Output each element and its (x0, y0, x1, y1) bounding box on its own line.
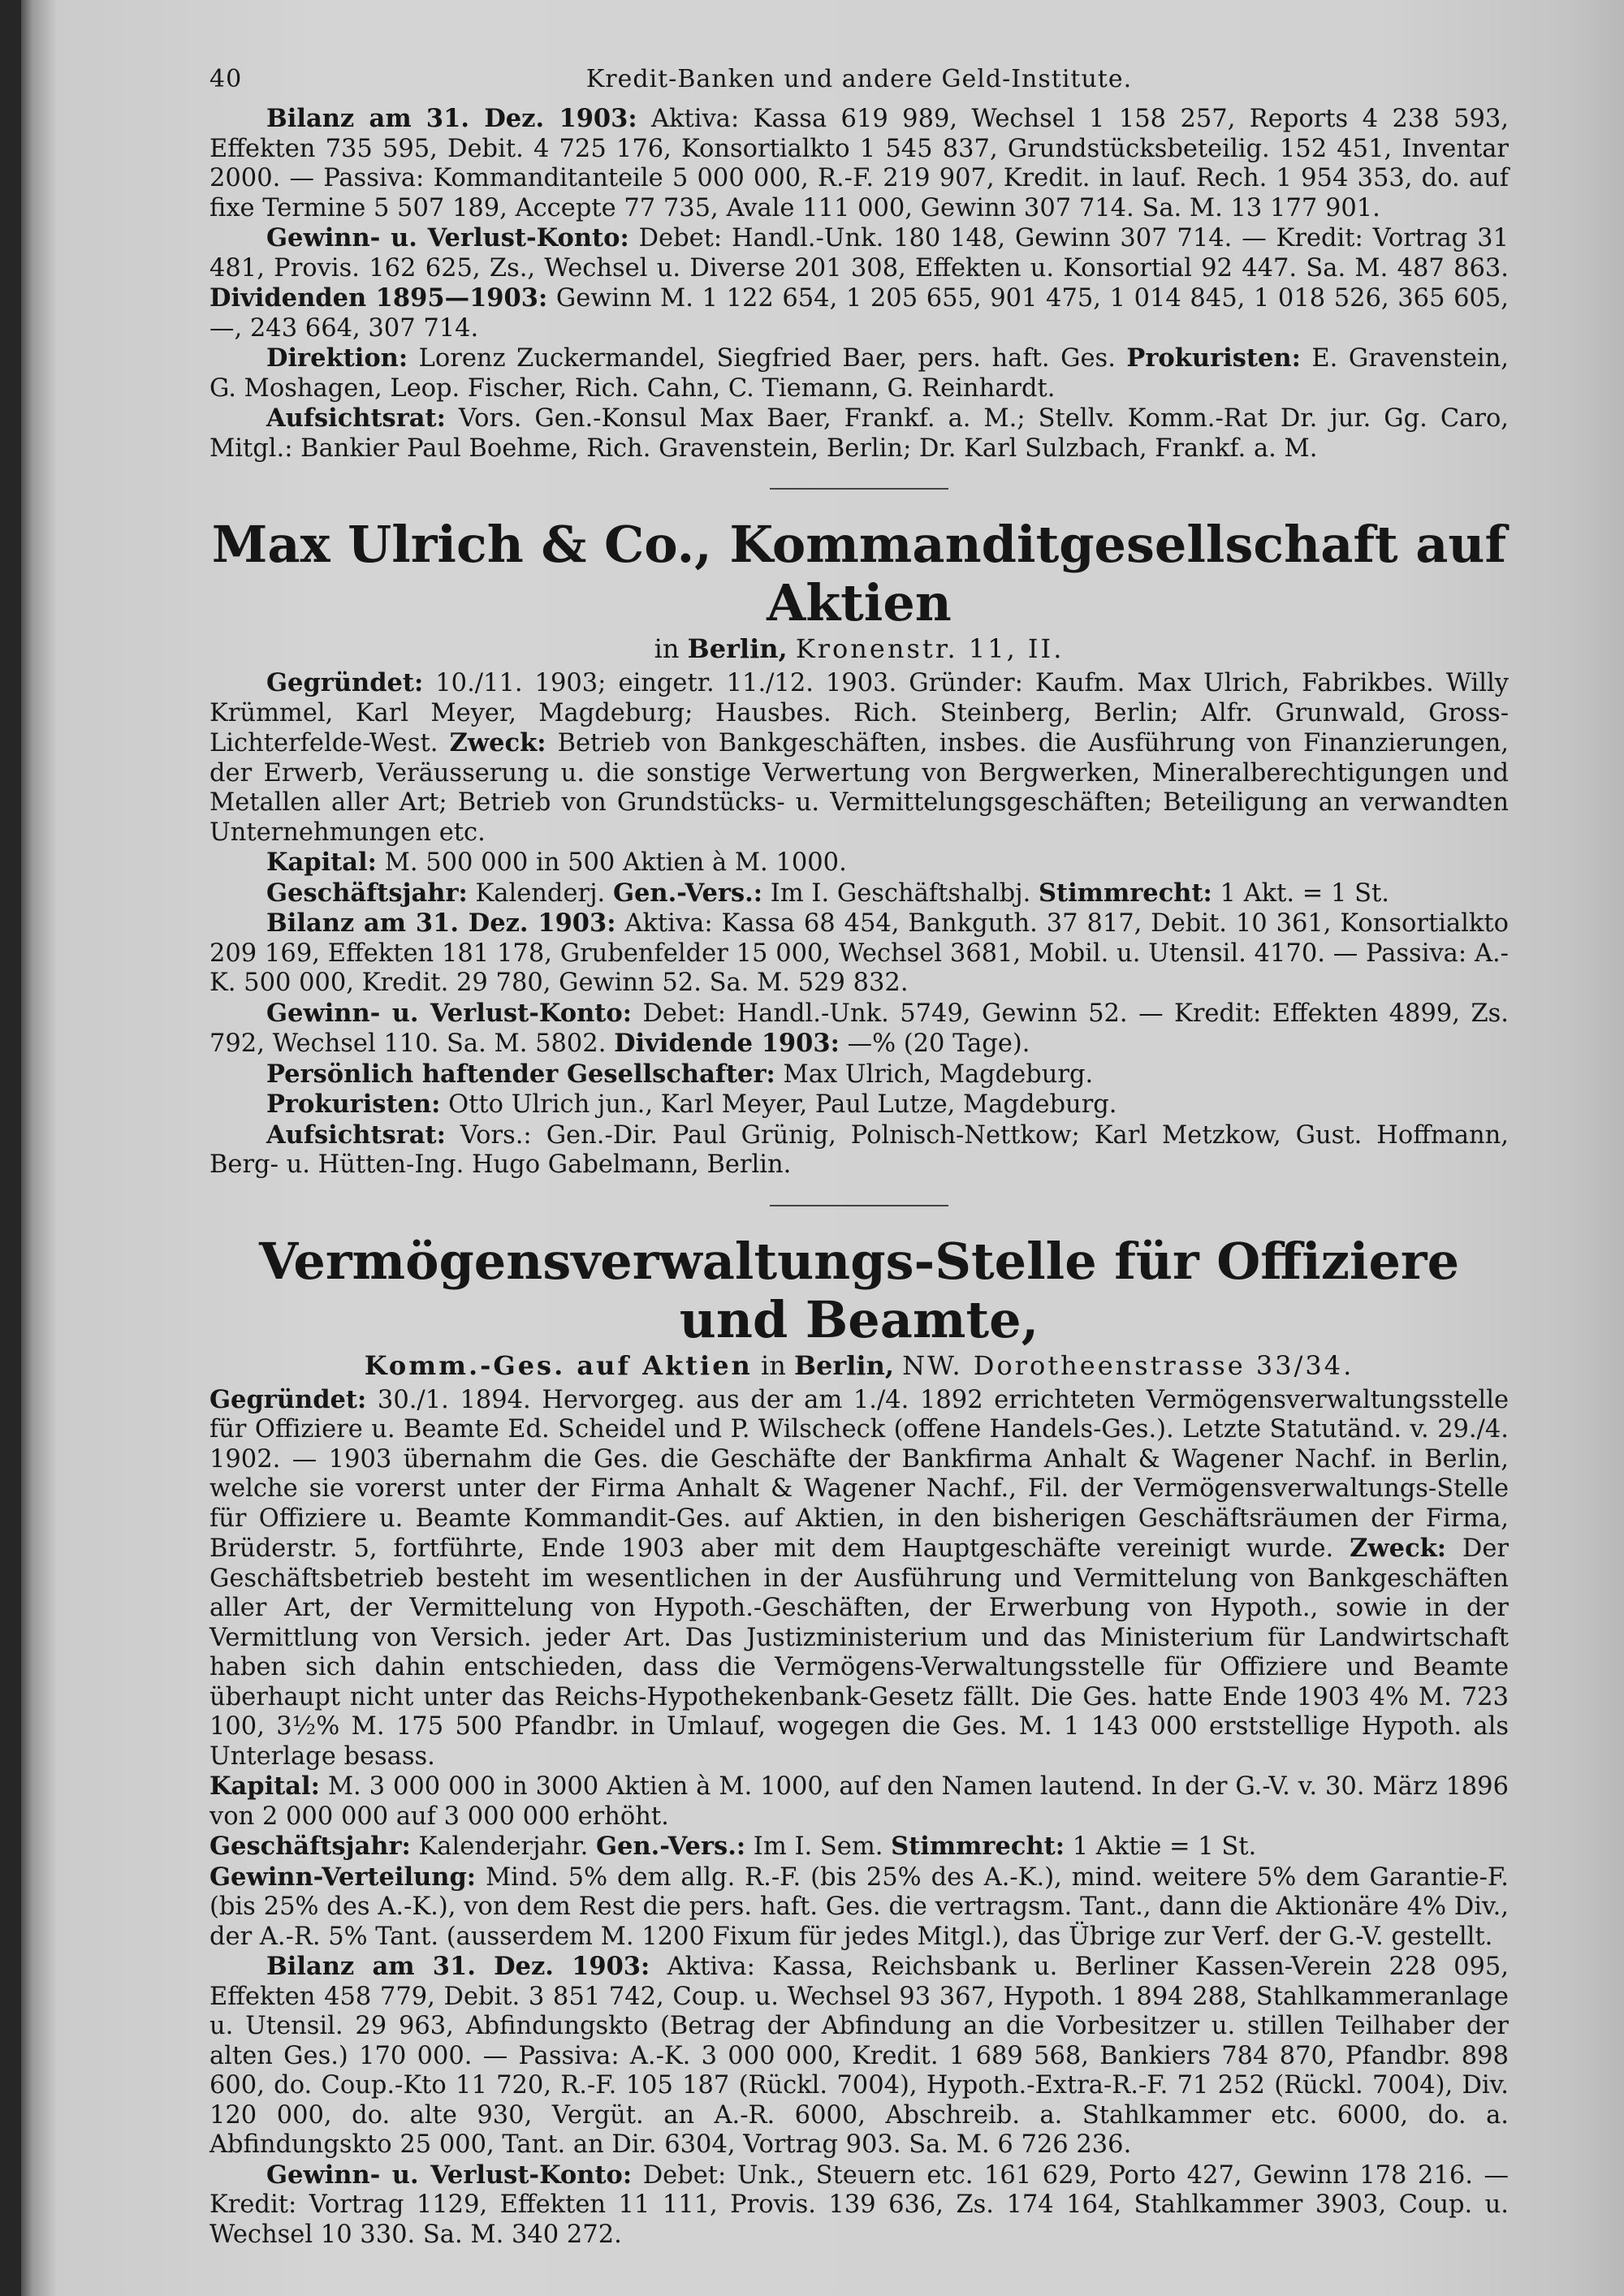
supervisory-board-label: Aufsichtsrat: (266, 404, 446, 433)
supervisory-board-label: Aufsichtsrat: (266, 1120, 446, 1150)
purpose-text: Betrieb von Bankgeschäften, insbes. die Ausführung von Finanzierungen, der Erwerb, Veräusserung u. die sonstige Verwertung von Bergwerken, Mineralberechtigungen und Metallen aller Art; Betrieb von Grundstücks- u. Vermittelungsgeschäften; Beteiligung an verwandten Unternehmungen etc. (209, 729, 1509, 847)
capital-paragraph (209, 848, 1509, 878)
balance-text: Aktiva: Kassa 619 989, Wechsel 1 158 257, Reports 4 238 593, Effekten 735 595, Debit. 4 725 176, Konsortialkto 1 545 837, Grundstücksbeteilig. 152 451, Inventar 2000. — Passiva: Kommanditanteile 5 000 000, R.-F. 219 907, Kredit. in lauf. Rech. 1 954 353, do. auf fixe Termine 5 507 189, Accepte 77 735, Avale 111 000, Gewinn 307 714. Sa. M. 13 177 901. (209, 105, 1509, 222)
supervisory-board-text: Vors. Gen.-Konsul Max Baer, Frankf. a. M.; Stellv. Komm.-Rat Dr. jur. Gg. Caro, Mitgl.: Bankier Paul Boehme, Rich. Gravenstein, Berlin; Dr. Karl Sulzbach, Frankf. a. M. (209, 404, 1509, 463)
profit-loss-paragraph (209, 2160, 1509, 2251)
page-number: 40 (209, 65, 243, 93)
running-header (209, 65, 1509, 104)
location-address: NW. Dorotheenstrasse 33/34. (902, 1349, 1354, 1381)
entry-vermoegensverwaltung (209, 1232, 1509, 2251)
procurists-label: Prokuristen: (1126, 343, 1301, 373)
profit-loss-label: Gewinn- u. Verlust-Konto: (266, 223, 629, 252)
general-meeting-text: Im I. Geschäftshalbj. (770, 878, 1031, 908)
voting-right-text: 1 Aktie = 1 St. (1072, 1832, 1257, 1861)
partner-paragraph (209, 1060, 1509, 1090)
founded-text: 30./1. 1894. Hervorgeg. aus der am 1./4. 1892 errichteten Vermögensverwaltungsstelle für Offiziere u. Beamte Ed. Scheidel und P. Wilscheck (offene Handels-Ges.). Letzte Statutänd. v. 29./4. 1902. — 1903 übernahm die Ges. die Geschäfte der Bankfirma Anhalt & Wagener Nachf. in Berlin, welche sie vorerst unter der Firma Anhalt & Wagener Nachf., Fil. der Vermögensverwaltungs-Stelle für Offiziere u. Beamte Kommandit-Ges. auf Aktien, in den bisherigen Geschäftsräumen der Firma, Brüderstr. 5, fortführte, Ende 1903 aber mit dem Hauptgeschäfte vereinigt wurde. (209, 1385, 1509, 1563)
profit-loss-text: Debet: Handl.-Unk. 180 148, Gewinn 307 714. — Kredit: Vortrag 31 481, Provis. 162 625, Zs., Wechsel u. Diverse 201 308, Effekten u. Konsortial 92 447. Sa. M. 487 863. (209, 224, 1509, 283)
dividends-label: Dividenden 1895—1903: (209, 283, 548, 313)
purpose-label: Zweck: (449, 728, 546, 757)
fiscal-year-label: Geschäftsjahr: (266, 878, 468, 908)
company-location (209, 632, 1509, 665)
fiscal-year-text: Kalenderjahr. (418, 1832, 589, 1861)
location-address: Kronenstr. 11, II. (795, 633, 1065, 664)
balance-text: Aktiva: Kassa 68 454, Bankguth. 37 817, Debit. 10 361, Konsortialkto 209 169, Effekten 181 178, Grubenfelder 15 000, Wechsel 3681, Mobil. u. Utensil. 4170. — Passiva: A.-K. 500 000, Kredit. 29 780, Gewinn 52. Sa. M. 529 832. (209, 909, 1509, 997)
founding-paragraph (209, 668, 1509, 848)
company-title: Max Ulrich & Co., Kommanditgesellschaft auf Aktien (211, 515, 1507, 632)
voting-right-label: Stimmrecht: (891, 1832, 1065, 1861)
capital-label: Kapital: (266, 848, 377, 877)
supervisory-board-paragraph (209, 404, 1509, 464)
voting-right-label: Stimmrecht: (1038, 878, 1212, 908)
location-prefix: in (760, 1349, 786, 1381)
management-text: Lorenz Zuckermandel, Siegfried Baer, pers. haft. Ges. (418, 344, 1116, 373)
company-location (209, 1349, 1509, 1382)
management-label: Direktion: (266, 343, 408, 373)
entry-max-ulrich (209, 516, 1509, 1180)
capital-text: M. 500 000 in 500 Aktien à M. 1000. (384, 848, 847, 877)
balance-sheet-paragraph (209, 104, 1509, 223)
section-divider (770, 488, 948, 490)
capital-paragraph (209, 1772, 1509, 1832)
procurists-paragraph (209, 1090, 1509, 1120)
dividend-text: —% (20 Tage). (847, 1029, 1030, 1058)
profit-distribution-text: Mind. 5% dem allg. R.-F. (bis 25% des A.-K.), mind. weitere 5% dem Garantie-F. (bis 25% des A.-K.), von dem Rest die pers. haft. Ges. die vertragsm. Tant., dann die Aktionäre 4% Div., der A.-R. 5% Tant. (ausserdem M. 1200 Fixum für jedes Mitgl.), das Übrige zur Verf. der G.-V. gestellt. (209, 1862, 1509, 1951)
general-meeting-label: Gen.-Vers.: (596, 1832, 746, 1861)
partner-label: Persönlich haftender Gesellschafter: (266, 1059, 775, 1089)
running-title: Kredit-Banken und andere Geld-Institute. (585, 65, 1133, 93)
legal-form: Komm.-Ges. auf Aktien (364, 1349, 753, 1381)
purpose-label: Zweck: (1350, 1534, 1447, 1563)
profit-loss-text: Debet: Unk., Steuern etc. 161 629, Porto 427, Gewinn 178 216. — Kredit: Vortrag 1129, Effekten 11 111, Provis. 139 636, Zs. 174 164, Stahlkammer 3903, Coup. u. Wechsel 10 330. Sa. M. 340 272. (209, 2160, 1509, 2249)
profit-loss-paragraph (209, 999, 1509, 1060)
company-title: Vermögensverwaltungs-Stelle für Offiziere und Beamte, (258, 1231, 1460, 1349)
general-meeting-text: Im I. Sem. (753, 1832, 883, 1861)
partner-text: Max Ulrich, Magdeburg. (783, 1060, 1094, 1089)
dividend-label: Dividende 1903: (614, 1029, 840, 1058)
fiscal-year-paragraph (209, 878, 1509, 909)
balance-sheet-paragraph (209, 1952, 1509, 2160)
supervisory-board-paragraph (209, 1120, 1509, 1180)
dividends-text: Gewinn M. 1 122 654, 1 205 655, 901 475, 1 014 845, 1 018 526, 365 605, —, 243 664, 307 714. (209, 284, 1509, 343)
profit-loss-label: Gewinn- u. Verlust-Konto: (266, 998, 632, 1028)
founded-label: Gegründet: (209, 1384, 367, 1414)
supervisory-board-text: Vors.: Gen.-Dir. Paul Grünig, Polnisch-Nettkow; Karl Metzkow, Gust. Hoffmann, Berg- u. Hütten-Ing. Hugo Gabelmann, Berlin. (209, 1120, 1509, 1179)
founding-paragraph (209, 1385, 1509, 1772)
procurists-label: Prokuristen: (266, 1090, 441, 1119)
purpose-text: Der Geschäftsbetrieb besteht im wesentlichen in der Ausführung und Vermittelung von Bankgeschäften aller Art, der Vermittelung von Hypoth.-Geschäften, der Erwerbung von Hypoth., sowie in der Vermittlung von Versich. jeder Art. Das Justizministerium und das Ministerium für Landwirtschaft haben sich dahin entschieden, dass die Vermögens-Verwaltungsstelle für Offiziere und Beamte überhaupt nicht unter das Reichs-Hypothekenbank-Gesetz fällt. Die Ges. hatte Ende 1903 4% M. 723 100, 3½% M. 175 500 Pfandbr. in Umlauf, wogegen die Ges. M. 1 143 000 erststellige Hypoth. als Unterlage besass. (209, 1534, 1509, 1771)
book-gutter (0, 0, 21, 2296)
location-prefix: in (654, 633, 680, 664)
procurists-text: E. Gravenstein, G. Moshagen, Leop. Fischer, Rich. Cahn, C. Tiemann, G. Reinhardt. (209, 344, 1509, 403)
capital-text: M. 3 000 000 in 3000 Aktien à M. 1000, auf den Namen lautend. In der G.-V. v. 30. März 1896 von 2 000 000 auf 3 000 000 erhöht. (209, 1772, 1509, 1831)
profit-loss-paragraph (209, 223, 1509, 343)
location-city: Berlin, (687, 633, 788, 664)
profit-loss-label: Gewinn- u. Verlust-Konto: (266, 2160, 633, 2190)
location-city: Berlin, (794, 1349, 894, 1381)
founded-text: 10./11. 1903; eingetr. 11./12. 1903. Gründer: Kaufm. Max Ulrich, Fabrikbes. Willy Krümmel, Karl Meyer, Magdeburg; Hausbes. Rich. Steinberg, Berlin; Alfr. Grunwald, Gross-Lichterfelde-West. (209, 669, 1509, 757)
page-content (209, 65, 1509, 2250)
fiscal-year-paragraph (209, 1832, 1509, 1862)
profit-distribution-label: Gewinn-Verteilung: (209, 1862, 477, 1892)
voting-right-text: 1 Akt. = 1 St. (1220, 878, 1389, 908)
procurists-text: Otto Ulrich jun., Karl Meyer, Paul Lutze, Magdeburg. (448, 1090, 1117, 1119)
balance-sheet-paragraph (209, 908, 1509, 999)
management-paragraph (209, 343, 1509, 404)
balance-text: Aktiva: Kassa, Reichsbank u. Berliner Kassen-Verein 228 095, Effekten 458 779, Debit. 3 851 742, Coup. u. Wechsel 93 367, Hypoth. 1 894 288, Stahlkammeranlage u. Utensil. 29 963, Abfindungskto (Betrag der Abfindung an die Vorbesitzer u. stillen Teilhaber der alten Ges.) 170 000. — Passiva: A.-K. 3 000 000, Kredit. 1 689 568, Bankiers 784 870, Pfandbr. 898 600, do. Coup.-Kto 11 720, R.-F. 105 187 (Rückl. 7004), Hypoth.-Extra-R.-F. 71 252 (Rückl. 7004), Div. 120 000, do. alte 930, Vergüt. an A.-R. 6000, Abschreib. a. Stahlkammer etc. 6000, do. a. Abfindungskto 25 000, Tant. an Dir. 6304, Vortrag 903. Sa. M. 6 726 236. (209, 1953, 1509, 2159)
profit-distribution-paragraph (209, 1862, 1509, 1953)
balance-label: Bilanz am 31. Dez. 1903: (266, 908, 616, 938)
fiscal-year-label: Geschäftsjahr: (209, 1832, 411, 1861)
balance-label: Bilanz am 31. Dez. 1903: (266, 104, 637, 133)
capital-label: Kapital: (209, 1772, 320, 1801)
profit-loss-text: Debet: Handl.-Unk. 5749, Gewinn 52. — Kredit: Effekten 4899, Zs. 792, Wechsel 110. Sa. M. 5802. (209, 999, 1509, 1058)
balance-label: Bilanz am 31. Dez. 1903: (266, 1952, 650, 1981)
general-meeting-label: Gen.-Vers.: (612, 878, 763, 908)
section-divider (770, 1205, 948, 1206)
founded-label: Gegründet: (266, 668, 424, 697)
fiscal-year-text: Kalenderj. (475, 878, 606, 908)
entry-continued (209, 104, 1509, 464)
